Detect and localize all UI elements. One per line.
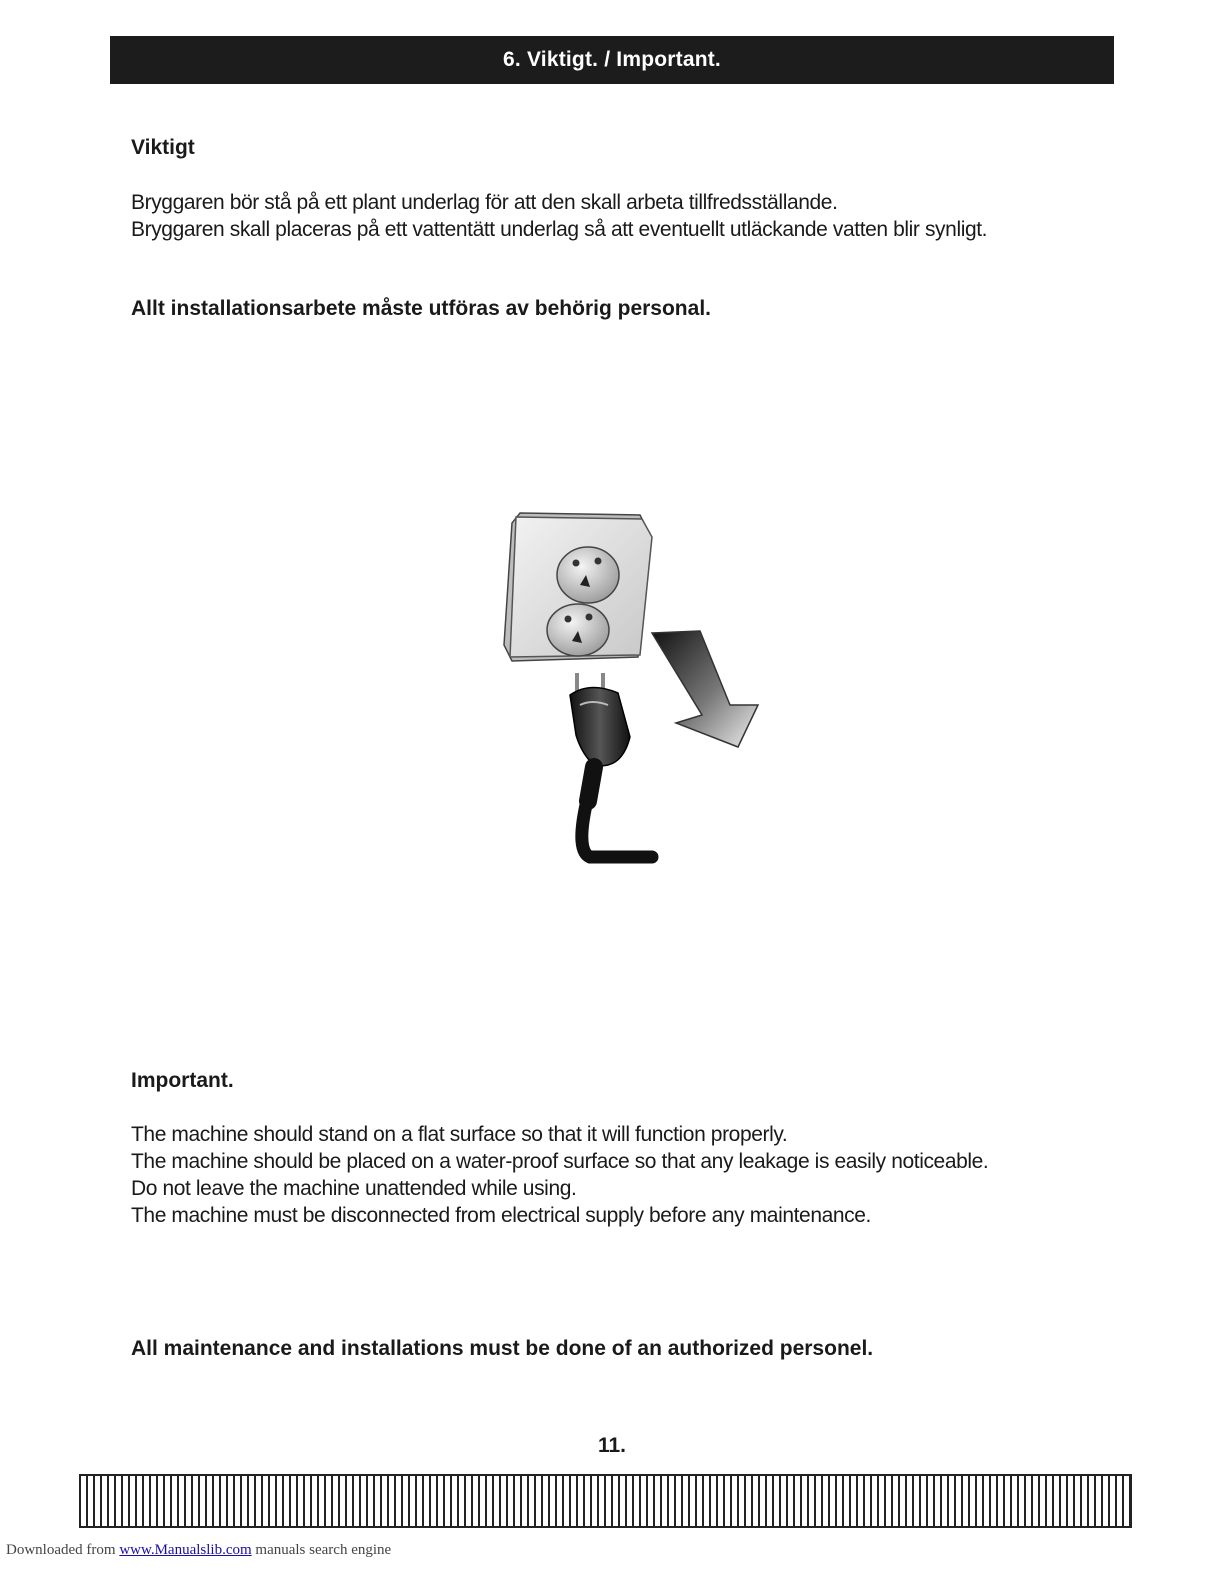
section-header — [110, 36, 1114, 84]
swedish-notice: Allt installationsarbete måste utföras av behörig personal. — [131, 297, 711, 320]
swedish-paragraph — [131, 189, 1091, 243]
swedish-line-1: Bryggaren bör stå på ett plant underlag för att den skall arbeta tillfredsställande. — [131, 191, 838, 214]
english-line-1: The machine should stand on a flat surface so that it will function properly. — [131, 1123, 788, 1146]
decorative-stripe-bar — [79, 1474, 1132, 1528]
english-line-4: The machine must be disconnected from electrical supply before any maintenance. — [131, 1204, 871, 1227]
footer-suffix: manuals search engine — [255, 1542, 392, 1558]
manualslib-link[interactable]: www.Manualslib.com — [119, 1542, 252, 1558]
footer-prefix: Downloaded from — [6, 1542, 116, 1558]
pull-arrow — [652, 631, 758, 747]
swedish-line-2: Bryggaren skall placeras på ett vattentätt underlag så att eventuellt utläckande vatten blir synligt. — [131, 218, 988, 241]
unplug-illustration-icon — [490, 505, 780, 875]
english-line-2: The machine should be placed on a water-proof surface so that any leakage is easily noticeable. — [131, 1150, 989, 1173]
english-line-3: Do not leave the machine unattended while using. — [131, 1177, 577, 1200]
english-notice: All maintenance and installations must be done of an authorized personel. — [131, 1337, 874, 1360]
power-plug — [570, 673, 652, 857]
section-title: 6. Viktigt. / Important. — [503, 48, 721, 71]
swedish-heading: Viktigt — [131, 136, 195, 159]
english-heading: Important. — [131, 1069, 234, 1092]
download-footer — [6, 1542, 391, 1559]
english-paragraph — [131, 1121, 1091, 1229]
wall-socket — [504, 513, 652, 661]
page-number: 11. — [597, 1434, 627, 1457]
